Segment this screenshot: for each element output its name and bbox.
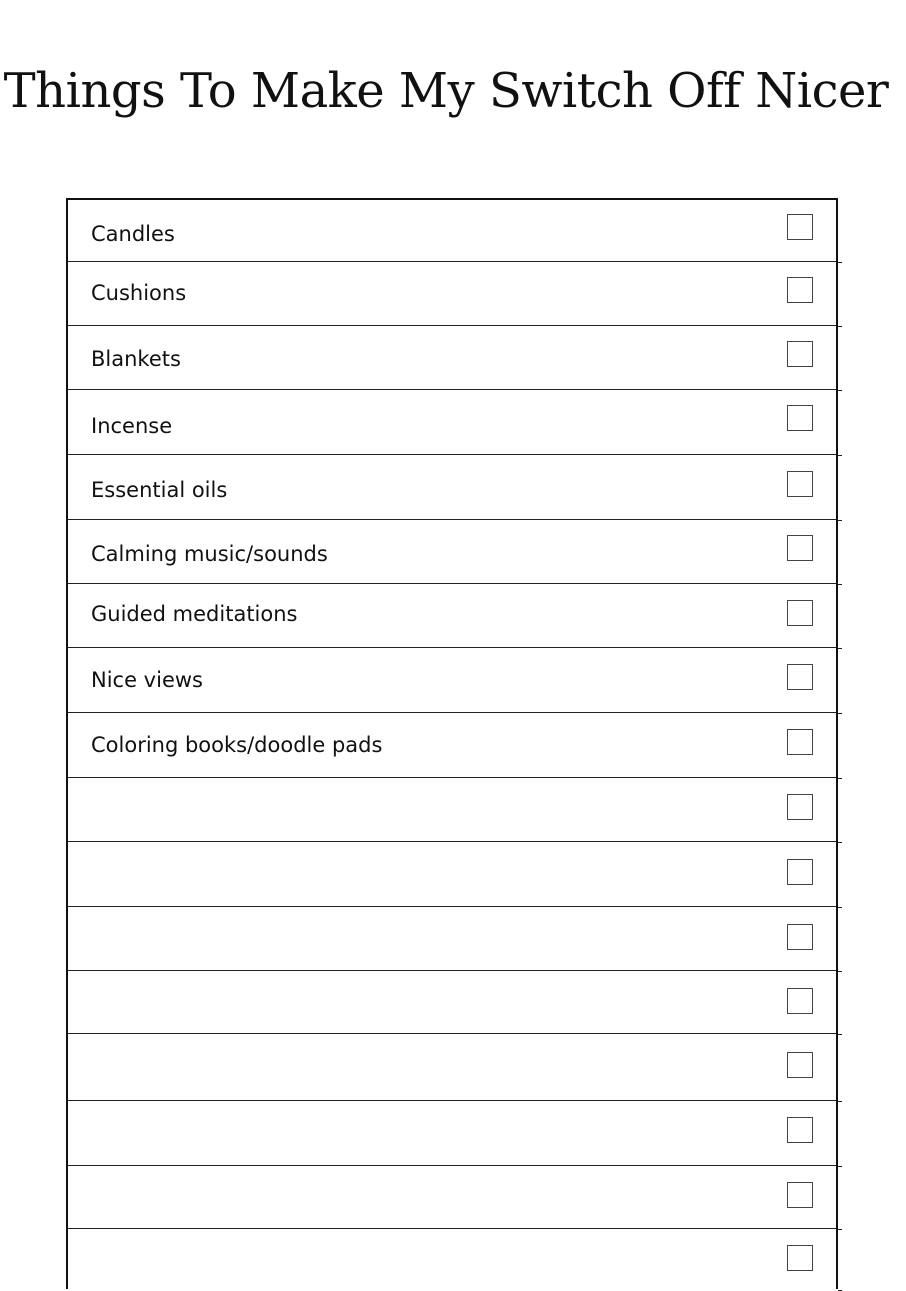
checklist-row: [68, 648, 836, 713]
checklist-row: [68, 778, 836, 842]
checklist-row: [68, 326, 836, 390]
checkbox[interactable]: [787, 405, 813, 431]
checkbox[interactable]: [787, 1117, 813, 1143]
checklist-row: [68, 1166, 836, 1229]
checklist-row: [68, 1101, 836, 1166]
checklist-row: [68, 262, 836, 326]
checkbox[interactable]: [787, 1245, 813, 1271]
checkbox[interactable]: [787, 1052, 813, 1078]
checklist-row: [68, 1229, 836, 1289]
checkbox[interactable]: [787, 214, 813, 240]
checklist-row: [68, 1034, 836, 1101]
checklist-item-label: Cushions: [91, 281, 187, 305]
checklist-item-label: Guided meditations: [91, 602, 298, 626]
checklist-item-label: Coloring books/doodle pads: [91, 733, 383, 757]
checklist-row: [68, 842, 836, 907]
checklist-row: [68, 390, 836, 455]
page-title: Things To Make My Switch Off Nicer: [3, 63, 889, 119]
checklist-row: [68, 971, 836, 1034]
checkbox[interactable]: [787, 341, 813, 367]
checkbox[interactable]: [787, 1182, 813, 1208]
checklist-item-label: Calming music/sounds: [91, 542, 328, 566]
checkbox[interactable]: [787, 471, 813, 497]
checkbox[interactable]: [787, 924, 813, 950]
checklist-row: [68, 584, 836, 648]
checkbox[interactable]: [787, 600, 813, 626]
checklist-row: [68, 907, 836, 971]
checklist: [66, 198, 838, 1289]
checkbox[interactable]: [787, 729, 813, 755]
checkbox[interactable]: [787, 859, 813, 885]
checklist-item-label: Essential oils: [91, 478, 228, 502]
checkbox[interactable]: [787, 535, 813, 561]
checklist-item-label: Blankets: [91, 347, 181, 371]
checkbox[interactable]: [787, 794, 813, 820]
checklist-row: [68, 713, 836, 778]
checklist-row: [68, 520, 836, 584]
checklist-item-label: Candles: [91, 222, 175, 246]
checkbox[interactable]: [787, 664, 813, 690]
checkbox[interactable]: [787, 277, 813, 303]
checklist-row: [68, 200, 836, 262]
checklist-item-label: Incense: [91, 414, 173, 438]
checklist-row: [68, 455, 836, 520]
checklist-item-label: Nice views: [91, 668, 203, 692]
checkbox[interactable]: [787, 988, 813, 1014]
